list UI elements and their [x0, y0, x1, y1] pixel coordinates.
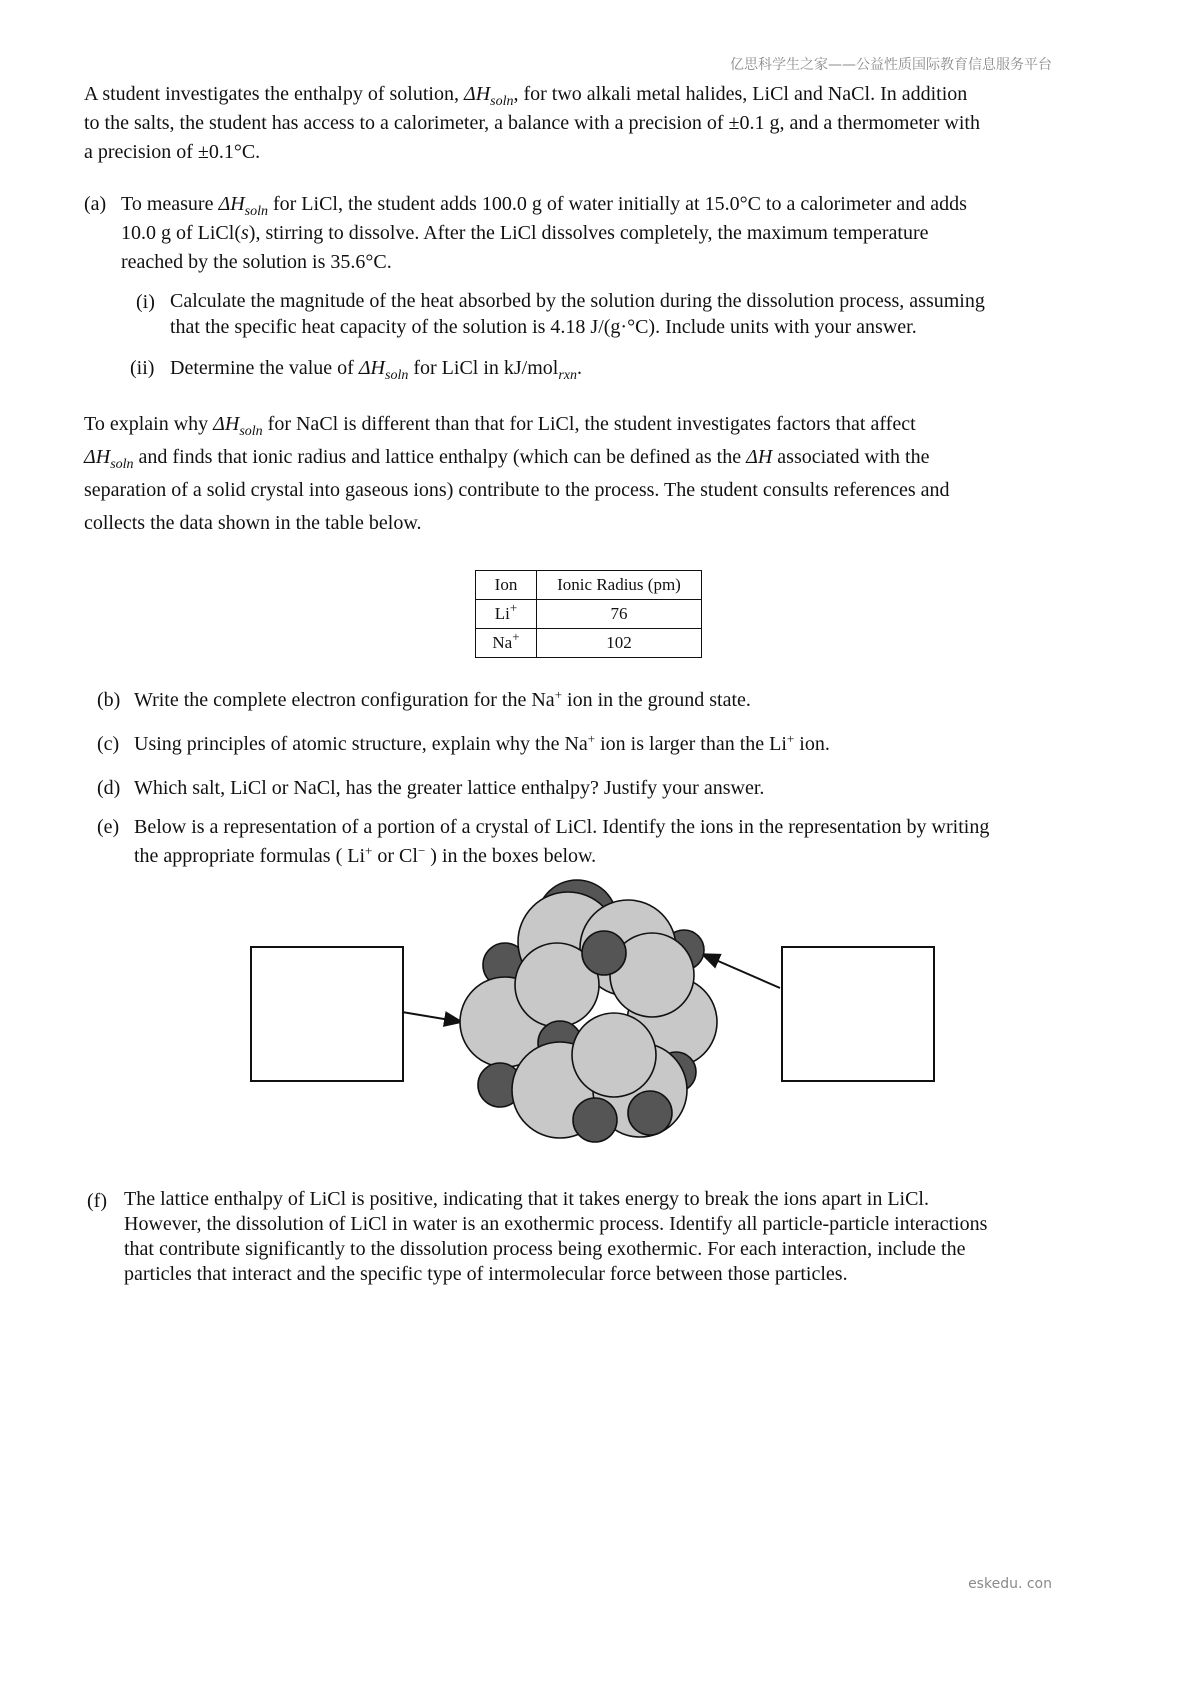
part-c-label: (c)	[97, 733, 120, 755]
small-ion	[483, 943, 527, 987]
large-ion	[572, 1013, 656, 1097]
small-ion	[468, 996, 512, 1040]
part-d-label: (d)	[97, 777, 121, 799]
part-b-label: (b)	[97, 689, 121, 711]
part-a-i-label: (i)	[136, 291, 155, 313]
small-ion	[537, 880, 617, 960]
intro-line-3: a precision of ±0.1°C.	[84, 141, 261, 163]
intro-paragraph	[84, 80, 1114, 167]
arrow-right	[702, 954, 780, 988]
part-d-text: Which salt, LiCl or NaCl, has the greater lattice enthalpy? Justify your answer.	[134, 777, 765, 799]
part-c-text: Using principles of atomic structure, explain why the Na+ ion is larger than the Li+ ion.	[134, 731, 830, 755]
part-a-text: To measure $\Delta H_{soln}$ for LiCl, the student adds 100.0 g of water initially at 15.0°C to a calorimeter and adds 10.0 g of LiCl(s), stirring to dissolve. After the LiCl dissolves completely, the maximum temperature reached by the solution is 35.6°C.	[121, 193, 967, 273]
small-ion	[664, 930, 704, 970]
large-ion	[580, 900, 676, 996]
large-ion	[512, 1042, 608, 1138]
answer-box-left[interactable]	[250, 946, 404, 1082]
large-ion	[610, 933, 694, 1017]
large-ion	[518, 892, 618, 992]
explain-paragraph: To explain why $\Delta H_{soln}$ for NaCl is different than that for LiCl, the student investigates factors that affect $\Delta H_{soln}$ and finds that ionic radius and lattice enthalpy (which can be defined as the ΔH associated with the separation of a solid crystal into gaseous ions) contribute to the process. The student consults references and collects the data shown in the table below.	[84, 413, 950, 534]
part-f-text: The lattice enthalpy of LiCl is positive, indicating that it takes energy to break the ions apart in LiCl. However, the dissolution of LiCl in water is an exothermic process. Identify all particle-particle interactions that contribute significantly to the dissolution process being exothermic. For each interaction, include the particles that interact and the specific type of intermolecular force between those particles.	[124, 1188, 988, 1285]
table-cell-ion: Li+	[476, 600, 537, 629]
table-header-ion: Ion	[476, 571, 537, 600]
part-e-text: Below is a representation of a portion of a crystal of LiCl. Identify the ions in the representation by writing the appropriate formulas ( Li+ or Cl− ) in the boxes below.	[134, 816, 990, 867]
table-row	[476, 600, 702, 629]
part-f-label: (f)	[87, 1190, 107, 1212]
small-ion	[656, 1052, 696, 1092]
header-watermark: 亿思科学生之家——公益性质国际教育信息服务平台	[730, 57, 1052, 73]
intro-line-1: A student investigates the enthalpy of solution, $\Delta H_{soln}$, for two alkali metal halides, LiCl and NaCl. In addition	[84, 83, 968, 109]
part-b-text: Write the complete electron configuration for the Na+ ion in the ground state.	[134, 687, 751, 711]
intro-line-2: to the salts, the student has access to a calorimeter, a balance with a precision of ±0.1 g, and a thermometer with	[84, 112, 980, 134]
part-a-i-text: Calculate the magnitude of the heat absorbed by the solution during the dissolution process, assuming that the specific heat capacity of the solution is 4.18 J/(g·°C). Include units with your answer.	[170, 290, 985, 338]
table-row	[476, 629, 702, 658]
arrow-left	[402, 1012, 462, 1022]
table-cell-ion: Na+	[476, 629, 537, 658]
part-a-ii-text: Determine the value of $\Delta H_{soln}$ for LiCl in kJ/mol$_{rxn}$.	[170, 357, 583, 383]
footer-watermark: eskedu. con	[968, 1576, 1052, 1592]
small-ion	[628, 1091, 672, 1135]
large-ion	[593, 1043, 687, 1137]
large-ion	[627, 977, 717, 1067]
large-ion	[460, 977, 550, 1067]
small-ion	[582, 931, 626, 975]
small-ion	[478, 1063, 522, 1107]
table-cell-radius: 102	[537, 629, 702, 658]
part-a-ii-label: (ii)	[130, 357, 155, 379]
answer-box-right[interactable]	[781, 946, 935, 1082]
ionic-radius-table	[475, 570, 702, 658]
table-header-row	[476, 571, 702, 600]
table-cell-radius: 76	[537, 600, 702, 629]
large-ion	[515, 943, 599, 1027]
small-ion	[660, 994, 708, 1042]
small-ion	[538, 1021, 582, 1065]
table-header-radius: Ionic Radius (pm)	[537, 571, 702, 600]
part-a-label: (a)	[84, 193, 107, 215]
small-ion	[573, 1098, 617, 1142]
part-e-label: (e)	[97, 816, 120, 838]
